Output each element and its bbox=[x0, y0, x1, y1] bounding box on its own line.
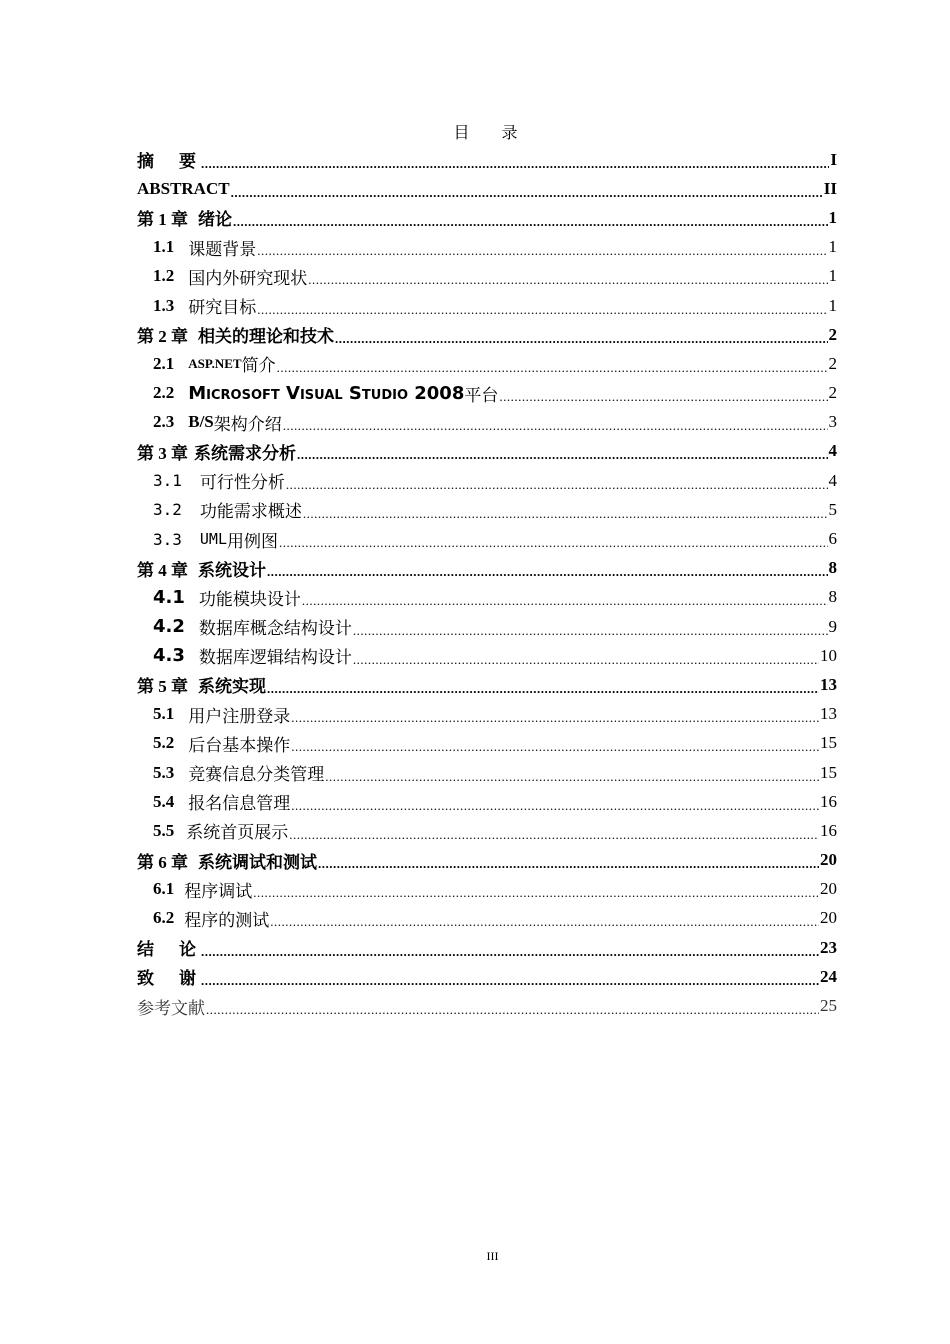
toc-page-number: 4 bbox=[828, 441, 837, 461]
toc-entry-text: 绪论 bbox=[198, 210, 232, 230]
toc-page-number: 15 bbox=[820, 733, 837, 753]
toc-chapter-number: 第 3 章 bbox=[137, 443, 188, 463]
toc-leader bbox=[257, 302, 827, 318]
toc-entry-section-5-5[interactable] bbox=[137, 816, 837, 845]
toc-entry-text: 功能模块设计 bbox=[198, 589, 301, 609]
toc-entry-text-latin: UML bbox=[199, 530, 227, 549]
toc-page-number: 10 bbox=[820, 645, 837, 665]
toc-page-number: I bbox=[830, 149, 837, 169]
toc-entry-section-3-3[interactable] bbox=[137, 524, 837, 553]
toc-entry-chapter-6[interactable] bbox=[137, 846, 837, 875]
toc-leader bbox=[297, 447, 828, 463]
toc-entry-text: 系统设计 bbox=[198, 560, 266, 580]
toc-entry-conclusion[interactable] bbox=[137, 933, 837, 962]
toc-entry-section-1-3[interactable] bbox=[137, 291, 837, 320]
toc-entry-section-6-2[interactable] bbox=[137, 904, 837, 933]
toc-entry-text: 程序的测试 bbox=[184, 910, 270, 930]
toc-page-number: 2 bbox=[828, 383, 837, 403]
toc-entry-section-2-2[interactable] bbox=[137, 379, 837, 408]
toc-page-number: 20 bbox=[820, 908, 837, 928]
toc-entry-text-latin: B/S bbox=[188, 412, 214, 432]
toc-entry-text: 数据库逻辑结构设计 bbox=[198, 648, 352, 668]
toc-page-number: 20 bbox=[820, 850, 837, 870]
toc-leader bbox=[289, 827, 819, 843]
toc-entry-section-5-3[interactable] bbox=[137, 758, 837, 787]
toc-chapter-number: 第 5 章 bbox=[137, 677, 188, 697]
toc-leader bbox=[231, 185, 823, 201]
toc-page-number: 9 bbox=[828, 616, 837, 636]
toc-section-number: 4.3 bbox=[153, 645, 185, 667]
toc-leader bbox=[318, 856, 819, 872]
toc-entry-text: 相关的理论和技术 bbox=[198, 327, 334, 347]
toc-section-number: 2.2 bbox=[153, 383, 175, 403]
toc-entry-section-4-2[interactable] bbox=[137, 612, 837, 641]
toc-page-number: 1 bbox=[828, 295, 837, 315]
toc-page-number: 3 bbox=[828, 412, 837, 432]
toc-entry-section-6-1[interactable] bbox=[137, 875, 837, 904]
toc-entry-text: 可行性分析 bbox=[199, 473, 285, 493]
toc-leader bbox=[257, 243, 827, 259]
toc-leader bbox=[291, 798, 819, 814]
toc-page-number: 8 bbox=[828, 558, 837, 578]
toc-section-number: 5.5 bbox=[153, 820, 175, 840]
toc-entry-text: 后台基本操作 bbox=[188, 735, 291, 755]
toc-page-number: 13 bbox=[820, 704, 837, 724]
toc-page-number: 15 bbox=[820, 762, 837, 782]
toc-leader bbox=[335, 331, 828, 347]
toc-entry-section-4-3[interactable] bbox=[137, 641, 837, 670]
toc-leader bbox=[267, 564, 828, 580]
toc-leader bbox=[201, 156, 829, 172]
toc-section-number: 5.1 bbox=[153, 704, 175, 724]
toc-leader bbox=[279, 535, 828, 551]
toc-entry-text: ABSTRACT bbox=[137, 178, 230, 198]
toc-page-number: 25 bbox=[820, 996, 837, 1016]
toc-leader bbox=[277, 360, 828, 376]
toc-entry-section-2-3[interactable] bbox=[137, 408, 837, 437]
toc-entry-text: 研究目标 bbox=[188, 298, 257, 318]
toc-entry-text: 程序调试 bbox=[184, 881, 253, 901]
toc-entry-section-1-2[interactable] bbox=[137, 262, 837, 291]
toc-section-number: 4.1 bbox=[153, 586, 185, 608]
toc-leader bbox=[308, 272, 827, 288]
toc-leader bbox=[302, 593, 828, 609]
toc-entry-abstract-en[interactable] bbox=[137, 174, 837, 203]
toc-leader bbox=[201, 944, 819, 960]
toc-page-number: 1 bbox=[828, 237, 837, 257]
toc-entry-chapter-4[interactable] bbox=[137, 554, 837, 583]
toc-entry-text: 用户注册登录 bbox=[188, 706, 291, 726]
toc-page-number: 24 bbox=[820, 966, 837, 986]
toc-page-number: 1 bbox=[828, 266, 837, 286]
toc-entry-text: 简介 bbox=[241, 356, 276, 376]
toc-entry-text: 用例图 bbox=[227, 531, 278, 551]
toc-section-number: 6.1 bbox=[153, 879, 175, 899]
toc-entry-text: 架构介绍 bbox=[213, 414, 282, 434]
toc-section-number: 3.2 bbox=[153, 500, 182, 520]
toc-entry-chapter-3[interactable] bbox=[137, 437, 837, 466]
toc-page-number: 8 bbox=[828, 587, 837, 607]
toc-section-number: 3.1 bbox=[153, 471, 182, 491]
toc-page-number: 6 bbox=[828, 529, 837, 549]
toc-entry-text: 致 谢 bbox=[137, 969, 200, 989]
toc-title: 目 录 bbox=[453, 125, 532, 142]
page-footer-number: III bbox=[486, 1249, 499, 1263]
toc-section-number: 6.2 bbox=[153, 908, 175, 928]
toc-entry-text-latin: ASP.NET bbox=[188, 355, 242, 371]
toc-leader bbox=[303, 506, 828, 522]
toc-leader bbox=[201, 973, 819, 989]
toc-entry-references[interactable] bbox=[137, 991, 837, 1020]
toc-page-number: 16 bbox=[820, 820, 837, 840]
toc-entry-text: 系统调试和测试 bbox=[198, 852, 317, 872]
toc-page-number: 13 bbox=[820, 674, 837, 694]
toc-entry-section-3-2[interactable] bbox=[137, 495, 837, 524]
toc-entry-text: 参考文献 bbox=[137, 998, 205, 1018]
toc-page-number: 23 bbox=[820, 937, 837, 957]
toc-page-number: 5 bbox=[828, 499, 837, 519]
toc-section-number: 1.3 bbox=[153, 295, 175, 315]
toc-leader bbox=[286, 477, 828, 493]
toc-section-number: 4.2 bbox=[153, 616, 185, 638]
toc-chapter-number: 第 2 章 bbox=[137, 327, 188, 347]
toc-entry-chapter-1[interactable] bbox=[137, 203, 837, 232]
toc-entry-text: 竞赛信息分类管理 bbox=[188, 765, 325, 785]
toc-page-number: 1 bbox=[828, 207, 837, 227]
toc-page-number: 20 bbox=[820, 879, 837, 899]
toc-entry-text-latin: Microsoft Visual Studio 2008 bbox=[188, 382, 465, 404]
toc-entry-text: 系统实现 bbox=[198, 677, 266, 697]
toc-leader bbox=[291, 710, 819, 726]
toc-section-number: 3.3 bbox=[153, 529, 182, 549]
toc-entry-section-4-1[interactable] bbox=[137, 583, 837, 612]
toc-entry-acknowledgement[interactable] bbox=[137, 962, 837, 991]
toc-leader bbox=[206, 1002, 819, 1018]
toc-entry-section-5-2[interactable] bbox=[137, 729, 837, 758]
toc-entry-chapter-2[interactable] bbox=[137, 320, 837, 349]
toc-list bbox=[137, 145, 837, 1021]
toc-entry-text: 课题背景 bbox=[188, 239, 257, 259]
toc-entry-text: 结 论 bbox=[137, 940, 200, 960]
toc-chapter-number: 第 4 章 bbox=[137, 560, 188, 580]
toc-page-number: II bbox=[823, 178, 837, 198]
toc-leader bbox=[267, 681, 819, 697]
toc-section-number: 5.2 bbox=[153, 733, 175, 753]
toc-leader bbox=[291, 739, 819, 755]
toc-entry-text: 系统需求分析 bbox=[194, 443, 296, 463]
toc-leader bbox=[353, 652, 819, 668]
toc-section-number: 5.3 bbox=[153, 762, 175, 782]
toc-entry-text: 报名信息管理 bbox=[188, 794, 291, 814]
toc-page-number: 16 bbox=[820, 791, 837, 811]
toc-entry-section-5-4[interactable] bbox=[137, 787, 837, 816]
toc-section-number: 1.2 bbox=[153, 266, 175, 286]
toc-leader bbox=[253, 885, 819, 901]
toc-leader bbox=[283, 418, 828, 434]
toc-leader bbox=[499, 389, 827, 405]
toc-entry-text: 系统首页展示 bbox=[186, 823, 289, 843]
toc-entry-abstract-cn[interactable] bbox=[137, 145, 837, 174]
toc-page-number: 2 bbox=[828, 353, 837, 373]
toc-entry-text: 功能需求概述 bbox=[199, 502, 302, 522]
toc-entry-section-1-1[interactable] bbox=[137, 233, 837, 262]
toc-entry-text: 数据库概念结构设计 bbox=[198, 619, 352, 639]
toc-chapter-number: 第 6 章 bbox=[137, 852, 188, 872]
toc-page-number: 2 bbox=[828, 324, 837, 344]
toc-section-number: 5.4 bbox=[153, 791, 175, 811]
toc-chapter-number: 第 1 章 bbox=[137, 210, 188, 230]
toc-entry-text: 国内外研究现状 bbox=[188, 268, 308, 288]
toc-section-number: 1.1 bbox=[153, 237, 175, 257]
toc-leader bbox=[353, 623, 828, 639]
toc-section-number: 2.3 bbox=[153, 412, 175, 432]
toc-leader bbox=[270, 914, 819, 930]
toc-entry-section-2-1[interactable] bbox=[137, 349, 837, 378]
toc-section-number: 2.1 bbox=[153, 353, 175, 373]
toc-entry-text: 平台 bbox=[464, 385, 499, 405]
toc-page-number: 4 bbox=[828, 470, 837, 490]
toc-leader bbox=[233, 214, 828, 230]
toc-leader bbox=[325, 769, 819, 785]
toc-entry-section-5-1[interactable] bbox=[137, 700, 837, 729]
toc-entry-text: 摘 要 bbox=[137, 152, 200, 172]
toc-entry-section-3-1[interactable] bbox=[137, 466, 837, 495]
toc-entry-chapter-5[interactable] bbox=[137, 670, 837, 699]
